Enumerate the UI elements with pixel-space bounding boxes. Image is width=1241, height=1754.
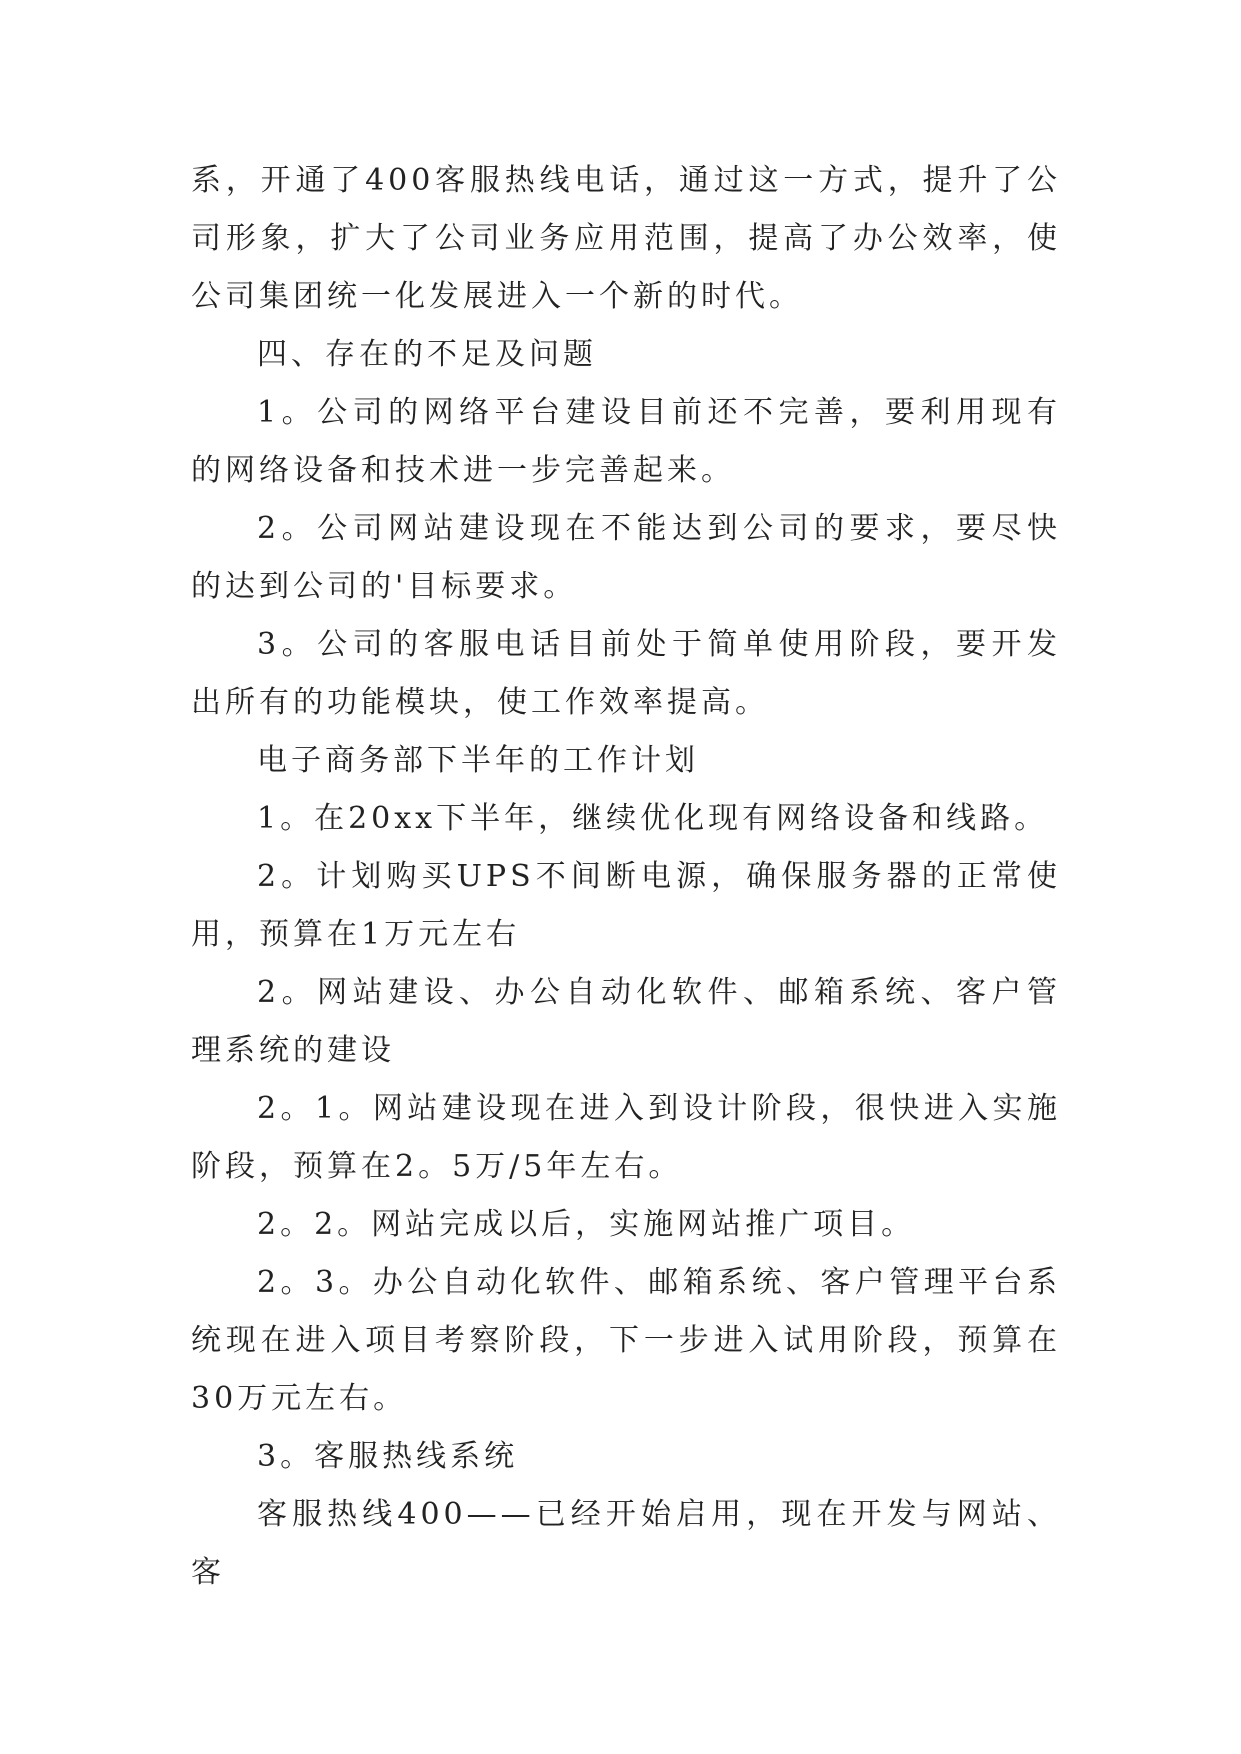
hotline-paragraph: 客服热线400——已经开始启用，现在开发与网站、客 xyxy=(191,1497,1061,1590)
issue-item-2: 2。公司网站建设现在不能达到公司的要求，要尽快的达到公司的'目标要求。 xyxy=(191,511,1061,604)
heading-work-plan: 电子商务部下半年的工作计划 xyxy=(257,743,699,778)
issue-item-3: 3。公司的客服电话目前处于简单使用阶段，要开发出所有的功能模块，使工作效率提高。 xyxy=(191,627,1061,720)
heading-issues: 四、存在的不足及问题 xyxy=(257,337,597,372)
document-body xyxy=(191,152,1061,1602)
plan-item-2-1: 2。1。网站建设现在进入到设计阶段，很快进入实施阶段，预算在2。5万/5年左右。 xyxy=(191,1091,1061,1184)
plan-item-2: 2。计划购买UPS不间断电源，确保服务器的正常使用，预算在1万元左右 xyxy=(191,859,1061,952)
plan-item-1: 1。在20xx下半年，继续优化现有网络设备和线路。 xyxy=(257,801,1049,836)
plan-item-2-3: 2。3。办公自动化软件、邮箱系统、客户管理平台系统现在进入项目考察阶段，下一步进入试用阶段，预算在30万元左右。 xyxy=(191,1265,1061,1416)
plan-item-3: 3。客服热线系统 xyxy=(257,1439,519,1474)
plan-item-2-2: 2。2。网站完成以后，实施网站推广项目。 xyxy=(257,1207,916,1242)
issue-item-1: 1。公司的网络平台建设目前还不完善，要利用现有的网络设备和技术进一步完善起来。 xyxy=(191,395,1061,488)
plan-item-2-website: 2。网站建设、办公自动化软件、邮箱系统、客户管理系统的建设 xyxy=(191,975,1061,1068)
paragraph-intro-continuation: 系，开通了400客服热线电话，通过这一方式，提升了公司形象，扩大了公司业务应用范围，提高了办公效率，使公司集团统一化发展进入一个新的时代。 xyxy=(191,163,1061,314)
